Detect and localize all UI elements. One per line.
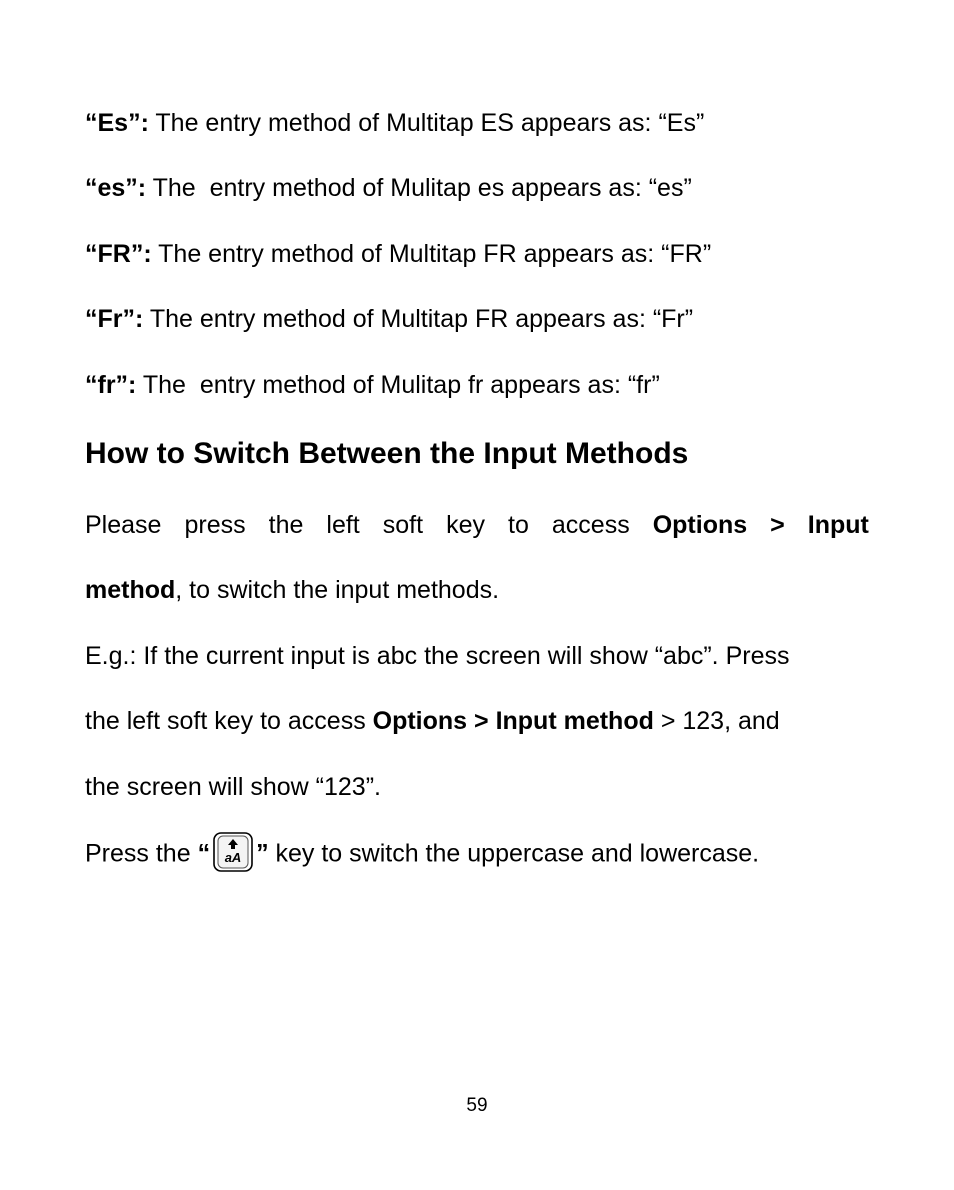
entry-text: The entry method of Multitap FR appears as: “FR” xyxy=(151,240,712,268)
entry-fr-upper xyxy=(85,239,869,269)
entry-es-upper xyxy=(85,108,869,138)
word: the xyxy=(268,511,304,539)
entry-es-lower xyxy=(85,173,869,203)
menu-options-label: Options xyxy=(652,511,748,539)
entry-text: The entry method of Mulitap fr appears as: “fr” xyxy=(136,371,660,399)
entry-fr-lower xyxy=(85,370,869,400)
word: soft xyxy=(382,511,424,539)
para-text: Press the xyxy=(85,839,198,868)
word: left xyxy=(326,511,360,539)
word: access xyxy=(551,511,630,539)
entry-label: “fr”: xyxy=(85,371,137,399)
word: to xyxy=(508,511,529,539)
entry-label: “Es”: xyxy=(85,109,149,137)
word: Please xyxy=(85,511,162,539)
para1-line1 xyxy=(85,510,869,540)
page-number: 59 xyxy=(466,1095,488,1116)
key-label: aA xyxy=(224,850,242,865)
menu-path-label: Options > Input method xyxy=(372,707,654,735)
para2-line2 xyxy=(85,706,869,736)
close-quote: ” xyxy=(256,839,269,868)
entry-label: “FR”: xyxy=(85,240,152,268)
section-heading: How to Switch Between the Input Methods xyxy=(85,437,689,470)
shift-aA-key-icon xyxy=(212,831,254,873)
menu-separator: > xyxy=(770,511,785,539)
entry-text: The entry method of Mulitap es appears as: “es” xyxy=(146,174,692,202)
para1-line2 xyxy=(85,575,869,605)
open-quote: “ xyxy=(197,839,211,868)
para-text: > 123, and xyxy=(653,707,780,735)
entry-fr-title xyxy=(85,304,869,334)
para2-line1: E.g.: If the current input is abc the screen will show “abc”. Press xyxy=(85,642,790,670)
word: key xyxy=(446,511,485,539)
para2-line3: the screen will show “123”. xyxy=(85,773,381,801)
entry-label: “es”: xyxy=(85,174,147,202)
entry-text: The entry method of Multitap FR appears as: “Fr” xyxy=(143,305,694,333)
para-text: key to switch the uppercase and lowercase. xyxy=(268,839,760,868)
para-text: the left soft key to access xyxy=(85,707,373,735)
entry-text: The entry method of Multitap ES appears as: “Es” xyxy=(148,109,705,137)
menu-method-label: method xyxy=(85,576,176,604)
entry-label: “Fr”: xyxy=(85,305,144,333)
menu-input-label: Input xyxy=(807,511,869,539)
para-text: , to switch the input methods. xyxy=(175,576,500,604)
document-page xyxy=(85,0,869,1190)
word: press xyxy=(184,511,246,539)
para3-line xyxy=(85,837,869,873)
